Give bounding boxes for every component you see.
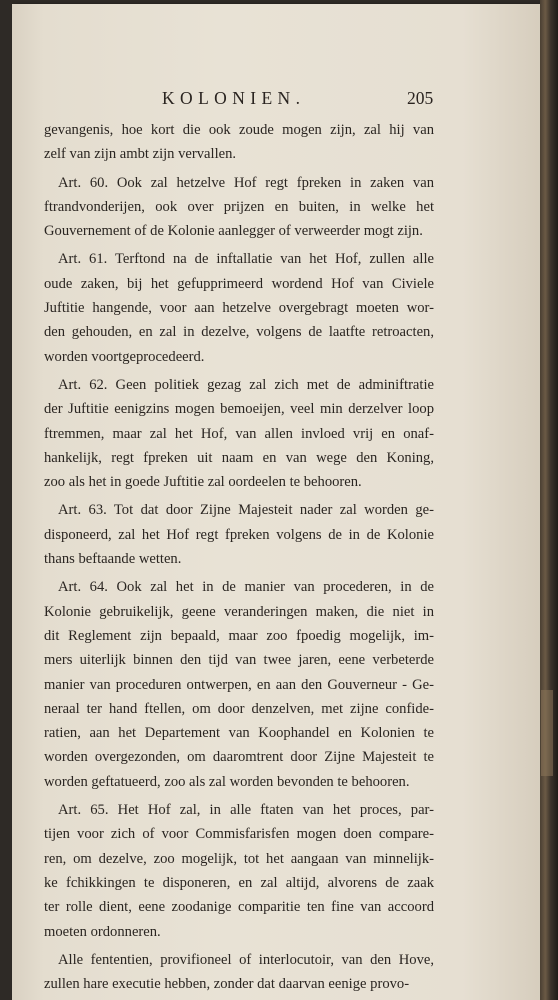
text-line: Art. 61. Terftond na de inftallatie van het Hof, zullen alle [58,251,434,268]
text-line: manier van proceduren ontwerpen, en aan den Gouverneur - Ge- [44,676,434,693]
text-line: moeten ordonneren. [44,923,161,940]
text-line: zullen hare executie hebben, zonder dat daarvan eenige provo- [44,976,410,993]
text-line: Art. 63. Tot dat door Zijne Majesteit nader zal worden ge- [58,502,434,519]
body-text [44,118,434,996]
text-line: Gouvernement of de Kolonie aanlegger of verweerder mogt zijn. [44,223,423,240]
text-line: hankelijk, regt fpreken uit naam en van wege den Koning, [44,449,434,466]
text-line: Alle fententien, provifioneel of interlocutoir, van den Hove, [58,951,434,968]
paragraph [44,498,434,571]
text-line: der Juftitie eenigzins mogen bemoeijen, veel min derzelver loop [44,401,434,418]
text-line: ratien, aan het Departement van Koophandel en Kolonien te [44,725,434,742]
text-line: ke fchikkingen te disponeren, en zal altijd, alvorens de zaak [44,874,434,891]
paragraph [44,118,434,167]
text-line: Kolonie gebruikelijk, geene veranderingen maken, die niet in [44,603,434,620]
text-line: neraal ter hand ftellen, om door denzelven, met zijne confide- [44,700,434,717]
page-number: 205 [407,88,434,108]
text-line: oude zaken, bij het gefupprimeerd wordend Hof van Civiele [44,275,434,292]
text-line: ftremmen, maar zal het Hof, van allen invloed vrij en onaf- [44,425,434,442]
text-line: thans beftaande wetten. [44,551,182,568]
text-line: zelf van zijn ambt zijn vervallen. [44,146,237,163]
text-line: tijen voor zich of voor Commisfarisfen mogen doen compare- [44,826,434,843]
book-edge [540,0,558,1000]
text-line: Art. 60. Ook zal hetzelve Hof regt fpreken in zaken van [58,174,434,191]
text-line: Art. 65. Het Hof zal, in alle ftaten van het proces, par- [58,802,434,819]
paragraph [44,948,434,997]
text-line: den gehouden, en zal in dezelve, volgens de laatfte retroacten, [44,324,434,341]
paragraph [44,247,434,368]
text-line: ren, om dezelve, zoo mogelijk, tot het aangaan van minnelijk- [44,850,434,867]
page-edge-tab [541,690,553,776]
text-line: Art. 64. Ook zal het in de manier van procederen, in de [58,579,434,596]
paragraph [44,575,434,794]
page-header [0,88,558,110]
running-title: KOLONIEN. [162,88,306,108]
text-line: disponeerd, zal het Hof regt fpreken volgens de in de Kolonie [44,526,434,543]
paragraph [44,171,434,244]
text-line: dit Reglement zijn bepaald, maar zoo fpoedig mogelijk, im- [44,627,434,644]
text-line: Juftitie hangende, voor aan hetzelve overgebragt moeten wor- [44,300,434,317]
text-line: worden overgezonden, om daaromtrent door Zijne Majesteit te [44,749,434,766]
paragraph [44,798,434,944]
text-line: Art. 62. Geen politiek gezag zal zich met de adminiftratie [58,376,434,393]
text-line: ftrandvonderijen, ook over prijzen en buiten, in welke het [44,198,434,215]
text-line: worden voortgeprocedeerd. [44,348,205,365]
paragraph [44,373,434,494]
text-line: zoo als het in goede Juftitie zal oordeelen te behooren. [44,474,362,491]
text-line: gevangenis, hoe kort die ook zoude mogen zijn, zal hij van [44,122,434,138]
text-line: mers uiterlijk binnen den tijd van twee jaren, eene verbeterde [44,652,434,669]
text-line: ter rolle dient, eene zoodanige comparitie ten fine van accoord [44,899,434,916]
text-line: worden geftatueerd, zoo als zal worden bevonden te behooren. [44,773,410,790]
